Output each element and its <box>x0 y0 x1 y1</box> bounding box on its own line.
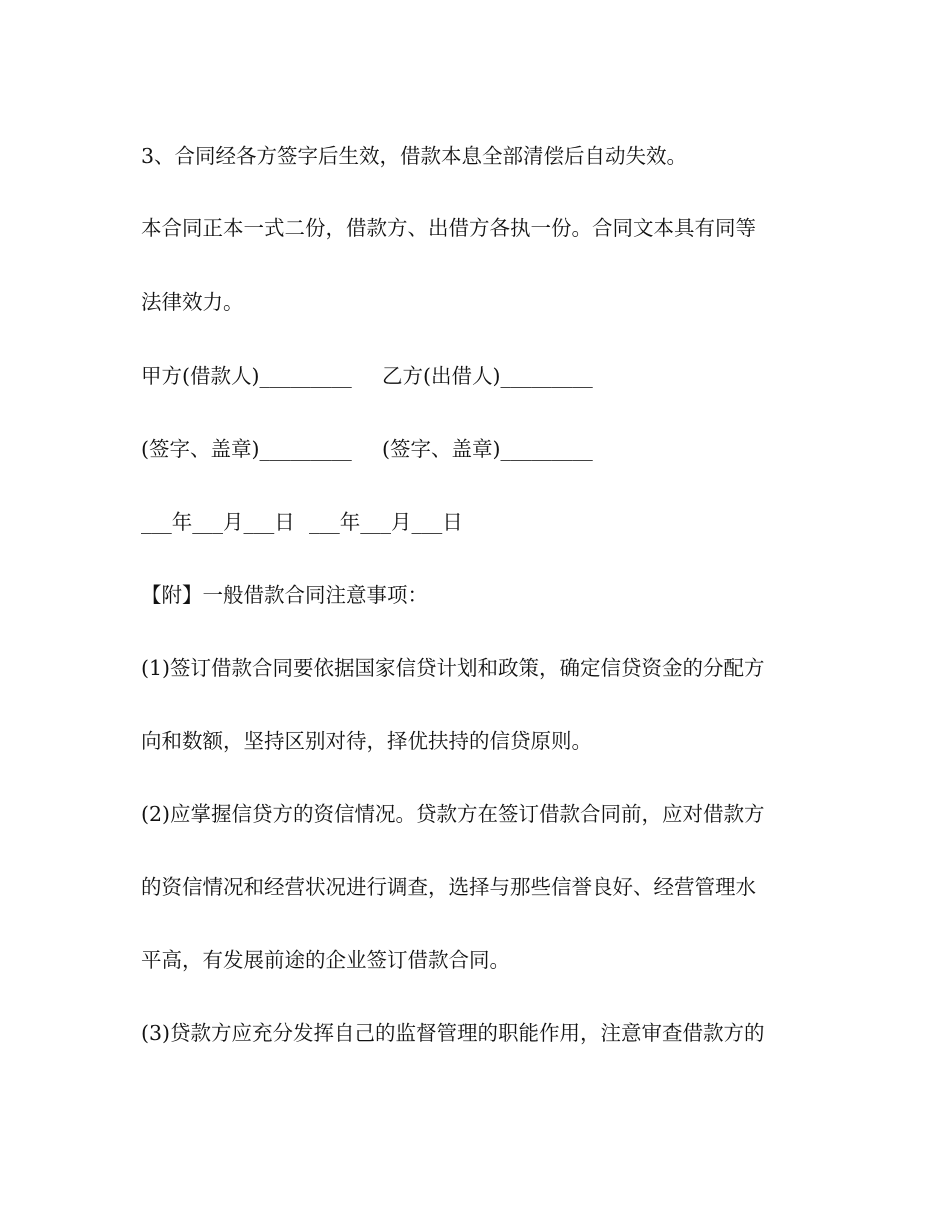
party-a-date: ___年___月___日 <box>141 510 295 534</box>
appendix-heading: 【附】一般借款合同注意事项： <box>141 583 428 607</box>
party-a-seal: (签字、盖章)_________ <box>141 437 352 461</box>
appendix-item-2-line-3: 平高，有发展前途的企业签订借款合同。 <box>141 948 510 972</box>
party-b-date: ___年___月___日 <box>309 510 463 534</box>
party-a-label: 甲方(借款人)_________ <box>141 364 352 388</box>
party-b-label: 乙方(出借人)_________ <box>382 364 593 388</box>
signature-row-seal <box>141 437 593 461</box>
paragraph-clause-3: 3、合同经各方签字后生效，借款本息全部清偿后自动失效。 <box>141 144 688 168</box>
signature-row-parties <box>141 364 593 388</box>
appendix-item-1-line-1: (1)签订借款合同要依据国家信贷计划和政策，确定信贷资金的分配方 <box>141 656 765 680</box>
appendix-item-3-line-1: (3)贷款方应充分发挥自己的监督管理的职能作用，注意审查借款方的 <box>141 1021 765 1045</box>
signature-row-date <box>141 510 463 534</box>
paragraph-copies-line-1: 本合同正本一式二份，借款方、出借方各执一份。合同文本具有同等 <box>141 216 756 240</box>
appendix-item-1-line-2: 向和数额，坚持区别对待，择优扶持的信贷原则。 <box>141 729 592 753</box>
appendix-item-2-line-1: (2)应掌握信贷方的资信情况。贷款方在签订借款合同前，应对借款方 <box>141 802 765 826</box>
appendix-item-2-line-2: 的资信情况和经营状况进行调查，选择与那些信誉良好、经营管理水 <box>141 875 756 899</box>
party-b-seal: (签字、盖章)_________ <box>382 437 593 461</box>
paragraph-copies-line-2: 法律效力。 <box>141 290 244 314</box>
